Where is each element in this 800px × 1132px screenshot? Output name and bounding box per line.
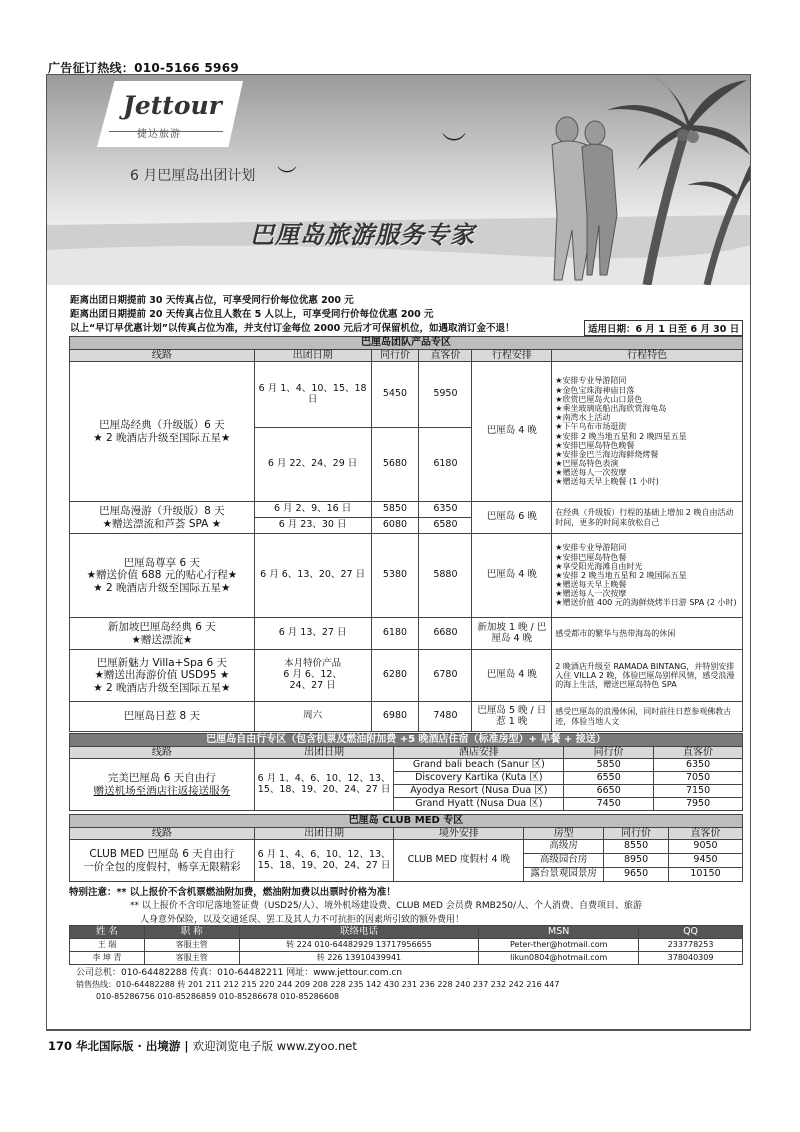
departure-dates: 周六: [254, 702, 371, 732]
route-cell: [70, 702, 255, 732]
group-products-table: [69, 336, 743, 732]
contact-qq: 378040309: [639, 952, 743, 965]
page-footer: [48, 1038, 357, 1054]
footer-separator: |: [184, 1039, 189, 1053]
column-header: 线路: [70, 827, 255, 840]
departure-dates: 6 月 23、30 日: [254, 518, 371, 534]
feature-item: ★巴厘岛特色表演: [555, 459, 619, 469]
features-list: [552, 362, 743, 502]
direct-price: 5950: [419, 362, 472, 428]
column-header: 行程安排: [472, 349, 552, 362]
table-row: [70, 952, 743, 965]
departure-dates: 6 月 2、9、16 日: [254, 502, 371, 518]
special-note: 特别注意：** 以上报价不含机票燃油附加费，燃油附加费以出票时价格为准！: [69, 887, 396, 898]
peer-price: 6280: [371, 650, 419, 702]
direct-price: 10150: [669, 868, 743, 882]
contacts-header-row: [70, 926, 743, 939]
feature-item: ★安排专业导游陪同: [555, 543, 627, 553]
contact-qq: 233778253: [639, 939, 743, 952]
hotel-name: Grand bali beach (Sanur 区): [394, 759, 564, 772]
edition-label: 华北国际版 · 出境游: [76, 1039, 181, 1053]
special-offer-label: 本月特价产品: [284, 658, 342, 670]
hotel-name: Ayodya Resort (Nusa Dua 区): [394, 785, 564, 798]
column-header: 同行价: [564, 746, 654, 759]
feature-item: ★赠送每天早上晚餐 (1 小时): [555, 477, 659, 487]
room-type: 露台景观园景房: [524, 868, 604, 882]
seagull-icon: ︶: [442, 131, 466, 159]
room-type: 高级房: [524, 840, 604, 854]
column-header: 直客价: [654, 746, 743, 759]
footer-divider: [46, 1030, 751, 1031]
free-travel-table: [69, 733, 743, 811]
special-note: ** 以上报价不含印尼落地签证费（USD25/人）、境外机场建设费、CLUB MED 会员费 RMB250/人、个人消费、自费项目、旅游: [130, 901, 643, 911]
route-highlight: ★ 2 晚酒店升级至国际五星★: [93, 581, 231, 594]
direct-price: 6180: [419, 428, 472, 502]
clubmed-table: [69, 814, 743, 882]
departure-dates: [254, 650, 371, 702]
company-switchboard: 公司总机：010-64482288 传真：010-64482211 网址：www.jettour.com.cn: [76, 968, 403, 978]
contact-name: 李 坤 青: [70, 952, 145, 965]
schedule: 巴厘岛 4 晚: [472, 534, 552, 618]
contact-title: 客服主管: [144, 939, 239, 952]
peer-price: 5380: [371, 534, 419, 618]
route-name: 完美巴厘岛 6 天自由行: [107, 772, 216, 785]
route-name: 巴厘岛经典（升级版）6 天: [99, 419, 225, 432]
contact-name: 王 瑞: [70, 939, 145, 952]
route-cell: [70, 840, 255, 882]
peer-price: 7450: [564, 798, 654, 811]
route-name: 巴厘岛漫游（升级版）8 天: [99, 505, 225, 518]
peer-price: 5850: [371, 502, 419, 518]
schedule: 巴厘岛 5 晚 / 日惹 1 晚: [472, 702, 552, 732]
validity-period: 适用日期：6 月 1 日至 6 月 30 日: [584, 320, 743, 336]
feature-item: 在经典（升级版）行程的基础上增加 2 晚自由活动时间，更多的时间来放松自己: [552, 502, 743, 534]
feature-item: ★赠送每人一次按摩: [555, 468, 627, 478]
early-booking-term: 距离出团日期提前 20 天传真占位且人数在 5 人以上，可享受同行价每位优惠 200 元: [70, 309, 434, 320]
footer-slogan: 欢迎浏览电子版 www.zyoo.net: [192, 1039, 357, 1053]
route-highlight: ★ 2 晚酒店升级至国际五星★: [93, 431, 231, 444]
headline: 巴厘岛旅游服务专家: [250, 221, 475, 249]
column-header: 行程特色: [552, 349, 743, 362]
feature-item: ★乘坐玻璃底船出海欣赏海龟岛: [555, 403, 667, 413]
section-title: 巴厘岛 CLUB MED 专区: [70, 815, 743, 828]
route-cell: [70, 502, 255, 534]
route-highlight: ★赠送价值 688 元的贴心行程★: [86, 569, 238, 582]
feature-item: 感受都市的繁华与热带海岛的休闲: [552, 618, 743, 650]
feature-item: 感受巴厘岛的浪漫休闲，同时前往日惹参观佛教古迹，体验当地人文: [552, 702, 743, 732]
contact-msn: Peter-ther@hotmail.com: [479, 939, 639, 952]
route-highlight: ★ 2 晚酒店升级至国际五星★: [93, 681, 231, 694]
section-title: 巴厘岛自由行专区（包含机票及燃油附加费 +5 晚酒店住宿（标准房型）+ 早餐 + 接送）: [70, 734, 743, 747]
table-row: [70, 650, 743, 702]
direct-price: 6350: [419, 502, 472, 518]
peer-price: 5450: [371, 362, 419, 428]
table-row: [70, 502, 743, 518]
table-row: [70, 702, 743, 732]
route-name: 巴厘岛尊享 6 天: [123, 557, 201, 570]
page-number: 170: [48, 1039, 73, 1053]
table-row: [70, 534, 743, 618]
departure-dates: 6 月 22、24、29 日: [254, 428, 371, 502]
table-row: [70, 618, 743, 650]
peer-price: 6080: [371, 518, 419, 534]
feature-item: ★赠送每人一次按摩: [555, 589, 627, 599]
departure-dates: 6 月 6、13、20、27 日: [254, 534, 371, 618]
direct-price: 6350: [654, 759, 743, 772]
contact-title: 客服主管: [144, 952, 239, 965]
direct-price: 7950: [654, 798, 743, 811]
table-row: [70, 840, 743, 854]
feature-item: ★安排巴厘岛特色餐: [555, 552, 627, 562]
plan-title: 6 月巴厘岛出团计划: [130, 168, 256, 184]
route-cell: [70, 650, 255, 702]
route-cell: [70, 362, 255, 502]
column-header: 线路: [70, 746, 255, 759]
column-header: QQ: [639, 926, 743, 939]
column-header: 出团日期: [254, 746, 394, 759]
column-header: 同行价: [604, 827, 669, 840]
special-note: 人身意外保险，以及交通延误、罢工及其人力不可抗拒的因素所引致的额外费用！: [140, 915, 465, 925]
peer-price: 9650: [604, 868, 669, 882]
feature-item: ★安排巴厘岛特色晚餐: [555, 440, 635, 450]
route-highlight: ★赠送出海游价值 USD95 ★: [94, 669, 230, 682]
route-cell: [70, 534, 255, 618]
ad-hotline: 广告征订热线：010-5166 5969: [48, 61, 240, 75]
route-highlight: 赠送机场至酒店往返接送服务: [93, 784, 231, 797]
route-name: CLUB MED 巴厘岛 6 天自由行: [89, 848, 235, 861]
peer-price: 8550: [604, 840, 669, 854]
table-row: [70, 759, 743, 772]
route-highlight: ★赠送漂流和芦荟 SPA ★: [102, 517, 222, 530]
peer-price: 6550: [564, 772, 654, 785]
sales-hotline: 销售热线：010-64482288 转 201 211 212 215 220 244 209 208 228 235 142 430 231 236 228 240 237 232 242 216 447: [76, 980, 560, 989]
feature-item: ★下午乌布市场逛街: [555, 422, 627, 432]
column-header: 联络电话: [239, 926, 479, 939]
schedule: 巴厘岛 4 晚: [472, 362, 552, 502]
section-title: 巴厘岛团队产品专区: [70, 337, 743, 350]
room-type: 高级园台房: [524, 854, 604, 868]
peer-price: 6180: [371, 618, 419, 650]
route-name: 巴厘新魅力 Villa+Spa 6 天: [96, 657, 228, 670]
direct-price: 6580: [419, 518, 472, 534]
direct-price: 7050: [654, 772, 743, 785]
feature-item: ★安排 2 晚当地五星和 2 晚四星五星: [555, 431, 687, 441]
hotel-name: Discovery Kartika (Kuta 区): [394, 772, 564, 785]
direct-price: 7480: [419, 702, 472, 732]
departure-dates: 6 月 13、27 日: [254, 618, 371, 650]
schedule: 巴厘岛 6 晚: [472, 502, 552, 534]
brand-logo: Jettour: [123, 91, 222, 120]
column-header: MSN: [479, 926, 639, 939]
features-list: [552, 534, 743, 618]
seagull-icon: ︶: [277, 164, 297, 188]
schedule: 新加坡 1 晚 / 巴厘岛 4 晚: [472, 618, 552, 650]
departure-dates: 6 月 1、4、6、10、12、13、15、18、19、20、24、27 日: [254, 840, 394, 882]
contact-msn: likun0804@hotmail.com: [479, 952, 639, 965]
direct-price: 9450: [669, 854, 743, 868]
direct-price: 6680: [419, 618, 472, 650]
feature-item: ★赠送价值 400 元的海鲜烧烤半日游 SPA (2 小时): [555, 598, 737, 608]
peer-price: 5680: [371, 428, 419, 502]
contact-phone: 转 226 13910439941: [239, 952, 479, 965]
departure-dates: 6 月 1、4、6、10、12、13、15、18、19、20、24、27 日: [254, 759, 394, 811]
feature-item: ★欣赏巴厘岛火山口景色: [555, 394, 643, 404]
brand-subtitle: 捷达旅游: [137, 129, 181, 140]
feature-item: ★南湾水上活动: [555, 413, 611, 423]
feature-item: ★安排 2 晚当地五星和 2 晚国际五星: [555, 570, 687, 580]
overseas-arrangement: CLUB MED 度假村 4 晚: [394, 840, 524, 882]
column-header: 直客价: [669, 827, 743, 840]
table-row: [70, 939, 743, 952]
direct-price: 9050: [669, 840, 743, 854]
direct-price: 6780: [419, 650, 472, 702]
column-header: 同行价: [371, 349, 419, 362]
column-header: 直客价: [419, 349, 472, 362]
column-header: 房型: [524, 827, 604, 840]
banner: [47, 75, 750, 285]
table-row: [70, 362, 743, 428]
peer-price: 5850: [564, 759, 654, 772]
peer-price: 8950: [604, 854, 669, 868]
feature-item: ★安排金巴兰海边海鲜烧烤餐: [555, 449, 659, 459]
early-booking-term: 以上“早订早优惠计划”以传真占位为准，并支付订金每位 2000 元后才可保留机位，如遇取消订金不退！: [70, 323, 515, 334]
direct-price: 7150: [654, 785, 743, 798]
route-highlight: ★赠送漂流★: [131, 633, 193, 646]
column-header: 姓 名: [70, 926, 145, 939]
route-highlight: 一价全包的度假村，畅享无限精彩: [83, 860, 241, 873]
feature-item: ★安排专业导游陪同: [555, 376, 627, 386]
early-booking-term: 距离出团日期提前 30 天传真占位，可享受同行价每位优惠 200 元: [70, 295, 354, 306]
date-line: 24、27 日: [289, 679, 336, 691]
route-cell: [70, 618, 255, 650]
column-header: 境外安排: [394, 827, 524, 840]
hotel-name: Grand Hyatt (Nusa Dua 区): [394, 798, 564, 811]
schedule: 巴厘岛 4 晚: [472, 650, 552, 702]
departure-dates: 6 月 1、4、10、15、18 日: [254, 362, 371, 428]
feature-item: ★赠送每天早上晚餐: [555, 580, 627, 590]
column-header: 出团日期: [254, 349, 371, 362]
feature-item: ★金色宝珠海神庙日落: [555, 385, 635, 395]
peer-price: 6980: [371, 702, 419, 732]
contacts-table: [69, 925, 743, 965]
route-name: 新加坡巴厘岛经典 6 天: [107, 621, 216, 634]
peer-price: 6650: [564, 785, 654, 798]
column-header: 酒店安排: [394, 746, 564, 759]
route-cell: [70, 759, 255, 811]
route-name: 巴厘岛日惹 8 天: [123, 710, 201, 723]
date-line: 6 月 6、12、: [283, 669, 342, 681]
column-header: 职 称: [144, 926, 239, 939]
column-header: 出团日期: [254, 827, 394, 840]
feature-item: 2 晚酒店升级至 RAMADA BINTANG，并特别安排入住 VILLA 2 晚，体验巴厘岛别样风情，感受浪漫的海上生活，赠送巴厘岛特色 SPA: [552, 650, 743, 702]
contact-phone: 转 224 010-64482929 13717956655: [239, 939, 479, 952]
feature-item: ★享受阳光海滩自由时光: [555, 561, 643, 571]
sales-hotline-extra: 010-85286756 010-85286859 010-85286678 010-85286608: [96, 992, 340, 1001]
direct-price: 5880: [419, 534, 472, 618]
column-header: 线路: [70, 349, 255, 362]
